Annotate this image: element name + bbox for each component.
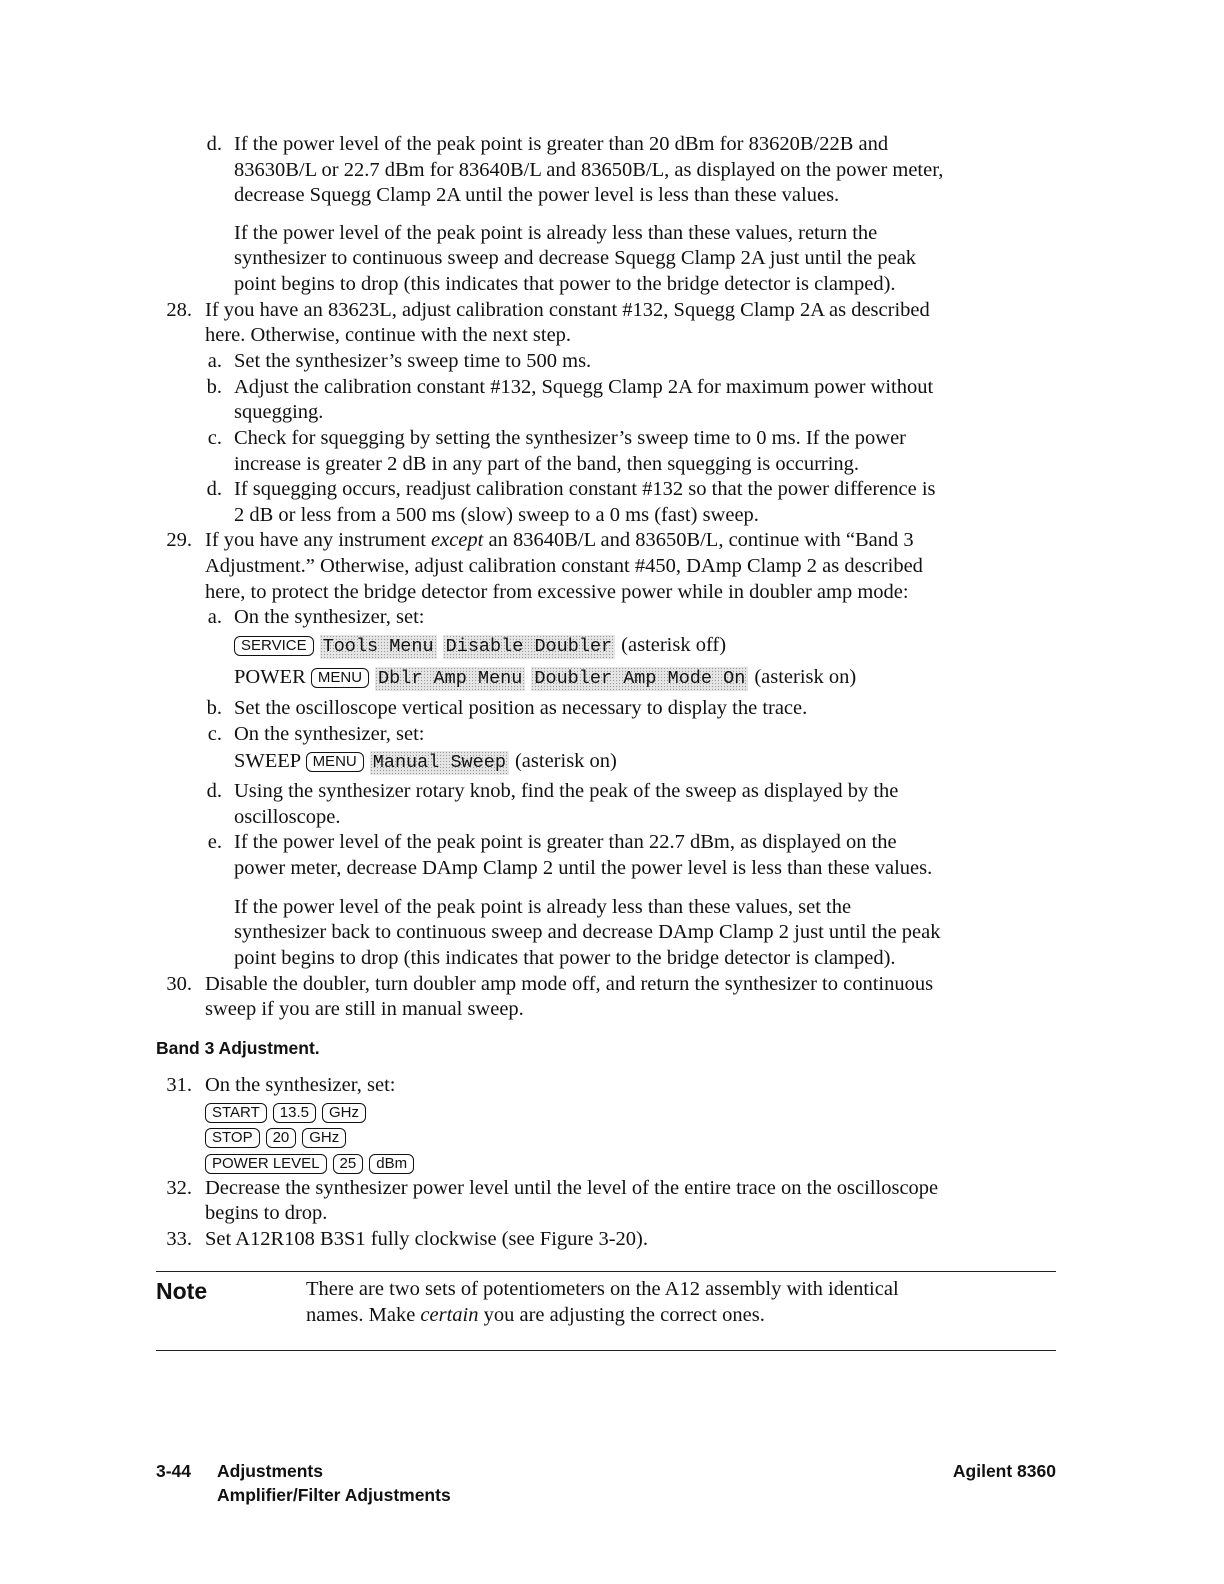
numeric-key: 13.5	[273, 1103, 316, 1123]
keystroke-row	[234, 748, 617, 775]
body-text: here, to protect the bridge detector from excessive power while in doubler amp mode:	[205, 581, 909, 603]
power-level-key: POWER LEVEL	[205, 1154, 327, 1174]
text-run: an 83640B/L and 83650B/L, continue with “Band 3	[483, 529, 914, 551]
step-number: 28.	[166, 299, 192, 321]
keystroke-note: (asterisk on)	[754, 666, 857, 688]
numeric-key: 25	[333, 1154, 364, 1174]
body-text: If the power level of the peak point is greater than 20 dBm for 83620B/22B and	[234, 133, 889, 155]
body-text: Set the oscilloscope vertical position as necessary to display the trace.	[234, 697, 808, 719]
note-top-rule	[156, 1271, 1056, 1272]
step-number: 32.	[166, 1177, 192, 1199]
keystroke-row	[234, 632, 726, 659]
ghz-key: GHz	[302, 1128, 346, 1148]
body-text: synthesizer to continuous sweep and decrease Squegg Clamp 2A just until the peak	[234, 247, 917, 269]
keystroke-row	[205, 1099, 372, 1125]
dbm-key: dBm	[369, 1154, 414, 1174]
body-text: If you have an 83623L, adjust calibration constant #132, Squegg Clamp 2A as described	[205, 299, 930, 321]
body-text: If squegging occurs, readjust calibration constant #132 so that the power difference is	[234, 478, 936, 500]
body-text: Disable the doubler, turn doubler amp mode off, and return the synthesizer to continuous	[205, 973, 934, 995]
footer-subsection: Amplifier/Filter Adjustments	[217, 1485, 451, 1505]
body-text: Decrease the synthesizer power level until the level of the entire trace on the oscilloscope	[205, 1177, 939, 1199]
body-text: power meter, decrease DAmp Clamp 2 until the power level is less than these values.	[234, 857, 933, 879]
item-marker: b.	[206, 376, 222, 398]
body-text: sweep if you are still in manual sweep.	[205, 998, 524, 1020]
text-run: names. Make	[306, 1304, 421, 1326]
body-text: Using the synthesizer rotary knob, find the peak of the sweep as displayed by the	[234, 780, 899, 802]
item-marker: e.	[207, 831, 222, 853]
footer-product: Agilent 8360	[952, 1461, 1056, 1481]
text-run: you are adjusting the correct ones.	[478, 1304, 765, 1326]
body-text: oscilloscope.	[234, 806, 341, 828]
note-text: There are two sets of potentiometers on the A12 assembly with identical	[306, 1278, 899, 1300]
text-run: If you have any instrument	[205, 529, 432, 551]
keystroke-row	[205, 1150, 420, 1176]
body-text: Adjust the calibration constant #132, Squegg Clamp 2A for maximum power without	[234, 376, 934, 398]
disable-doubler-softkey: Disable Doubler	[443, 635, 616, 659]
item-marker: c.	[207, 427, 222, 449]
menu-key: MENU	[306, 752, 364, 772]
item-marker: c.	[207, 723, 222, 745]
body-text: here. Otherwise, continue with the next step.	[205, 324, 572, 346]
tools-menu-softkey: Tools Menu	[320, 635, 437, 659]
keystroke-row	[205, 1124, 352, 1150]
body-text: 83630B/L or 22.7 dBm for 83640B/L and 83650B/L, as displayed on the power meter,	[234, 159, 944, 181]
body-text: On the synthesizer, set:	[205, 1074, 396, 1096]
item-marker: a.	[207, 350, 222, 372]
body-text: Set A12R108 B3S1 fully clockwise (see Figure 3-20).	[205, 1228, 648, 1250]
body-text: If the power level of the peak point is already less than these values, return the	[234, 222, 878, 244]
footer-section: Adjustments	[217, 1461, 323, 1481]
doubler-amp-mode-on-softkey: Doubler Amp Mode On	[531, 667, 748, 691]
item-marker: b.	[206, 697, 222, 719]
body-text: 2 dB or less from a 500 ms (slow) sweep to a 0 ms (fast) sweep.	[234, 504, 759, 526]
body-text: Adjustment.” Otherwise, adjust calibration constant #450, DAmp Clamp 2 as described	[205, 555, 923, 577]
body-text: On the synthesizer, set:	[234, 606, 425, 628]
body-text	[205, 527, 914, 553]
body-text: point begins to drop (this indicates that power to the bridge detector is clamped).	[234, 273, 896, 295]
ghz-key: GHz	[322, 1103, 366, 1123]
body-text: begins to drop.	[205, 1202, 328, 1224]
note-bottom-rule	[156, 1350, 1056, 1351]
keystroke-row	[234, 664, 856, 691]
body-text: squegging.	[234, 401, 324, 423]
footer-page-number: 3-44	[156, 1461, 192, 1481]
body-text: point begins to drop (this indicates that power to the bridge detector is clamped).	[234, 947, 896, 969]
emphasis: except	[431, 529, 484, 551]
menu-key: MENU	[311, 668, 369, 688]
stop-key: STOP	[205, 1128, 260, 1148]
body-text: Set the synthesizer’s sweep time to 500 ms.	[234, 350, 592, 372]
start-key: START	[205, 1103, 267, 1123]
keystroke-note: (asterisk off)	[621, 634, 727, 656]
service-key: SERVICE	[234, 636, 314, 656]
numeric-key: 20	[266, 1128, 297, 1148]
body-text: If the power level of the peak point is already less than these values, set the	[234, 896, 852, 918]
step-number: 33.	[166, 1228, 192, 1250]
item-marker: a.	[207, 606, 222, 628]
section-heading: Band 3 Adjustment.	[156, 1038, 320, 1058]
step-number: 30.	[166, 973, 192, 995]
front-panel-group: SWEEP	[234, 750, 301, 772]
emphasis: certain	[420, 1304, 479, 1326]
dblr-amp-menu-softkey: Dblr Amp Menu	[375, 667, 525, 691]
body-text: synthesizer back to continuous sweep and decrease DAmp Clamp 2 just until the peak	[234, 921, 941, 943]
item-marker: d.	[206, 478, 222, 500]
front-panel-group: POWER	[234, 666, 306, 688]
item-marker: d.	[206, 133, 222, 155]
note-text	[306, 1302, 765, 1328]
body-text: increase is greater 2 dB in any part of the band, then squegging is occurring.	[234, 453, 860, 475]
item-marker: d.	[206, 780, 222, 802]
body-text: Check for squegging by setting the synthesizer’s sweep time to 0 ms. If the power	[234, 427, 906, 449]
manual-sweep-softkey: Manual Sweep	[370, 751, 509, 775]
step-number: 29.	[166, 529, 192, 551]
keystroke-note: (asterisk on)	[514, 750, 617, 772]
body-text: If the power level of the peak point is greater than 22.7 dBm, as displayed on the	[234, 831, 897, 853]
body-text: decrease Squegg Clamp 2A until the power level is less than these values.	[234, 184, 840, 206]
step-number: 31.	[166, 1074, 192, 1096]
body-text: On the synthesizer, set:	[234, 723, 425, 745]
note-label: Note	[156, 1278, 208, 1304]
